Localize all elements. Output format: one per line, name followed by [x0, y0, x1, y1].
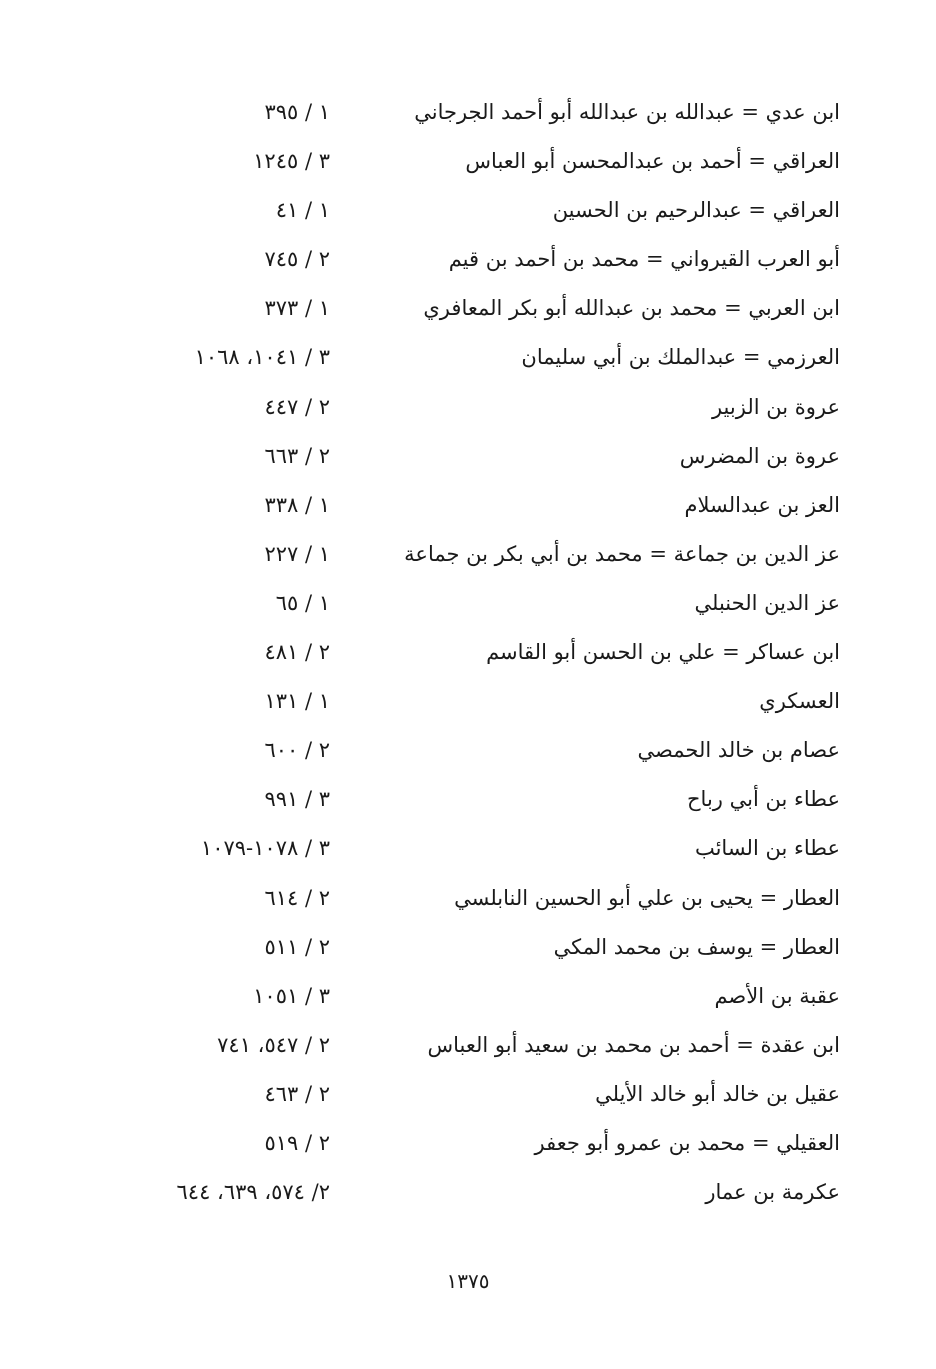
- index-entry: [100, 1074, 840, 1123]
- entry-reference: ٢ / ٥١١: [264, 934, 330, 959]
- entry-reference: ٢ / ٧٤٥: [264, 247, 330, 272]
- entry-reference: ١ / ١٣١: [264, 689, 330, 714]
- entry-name: عصام بن خالد الحمصي: [637, 738, 840, 763]
- index-entry: [100, 632, 840, 681]
- entry-reference: ٢/ ٥٧٤، ٦٣٩، ٦٤٤: [176, 1180, 330, 1205]
- index-entry: [100, 141, 840, 190]
- entry-reference: ١ / ٣٧٣: [264, 296, 330, 321]
- entry-name: العراقي = عبدالرحيم بن الحسين: [552, 198, 840, 223]
- index-entry: [100, 681, 840, 730]
- index-entry: [100, 779, 840, 828]
- entry-reference: ٢ / ٤٤٧: [264, 394, 330, 419]
- index-entry: [100, 485, 840, 534]
- entry-name: عكرمة بن عمار: [705, 1180, 840, 1205]
- entry-name: عروة بن الزبير: [711, 394, 840, 419]
- page-number: ١٣٧٥: [446, 1269, 490, 1293]
- entry-name: العسكري: [759, 689, 840, 714]
- index-entry: [100, 730, 840, 779]
- entry-reference: ٢ / ٤٨١: [264, 640, 330, 665]
- entry-name: عز الدين الحنبلي: [694, 590, 840, 615]
- entry-name: عقبة بن الأصم: [714, 983, 840, 1008]
- entry-name: عطاء بن السائب: [694, 836, 840, 861]
- index-entry: [100, 583, 840, 632]
- entry-name: أبو العرب القيرواني = محمد بن أحمد بن قيم: [448, 247, 840, 272]
- index-entry: [100, 92, 840, 141]
- index-entry: [100, 828, 840, 877]
- entry-name: عز الدين بن جماعة = محمد بن أبي بكر بن جماعة: [404, 541, 840, 566]
- entry-reference: ١ / ٣٩٥: [264, 100, 330, 124]
- entry-reference: ٢ / ٥١٩: [264, 1130, 330, 1155]
- entry-name: ابن العربي = محمد بن عبدالله أبو بكر المعافري: [423, 296, 840, 321]
- index-entry: [100, 878, 840, 927]
- index-entry: [100, 1123, 840, 1172]
- entry-reference: ٣ / ١٢٤٥: [253, 149, 330, 174]
- entry-reference: ٢ / ٥٤٧، ٧٤١: [217, 1032, 330, 1057]
- entry-reference: ١ / ٣٣٨: [264, 492, 330, 517]
- entry-reference: ٢ / ٤٦٣: [264, 1081, 330, 1106]
- entry-reference: ١ / ٤١: [275, 198, 330, 223]
- index-entry: [100, 976, 840, 1025]
- entry-name: العرزمي = عبدالملك بن أبي سليمان: [521, 345, 840, 370]
- entry-name: ابن عساكر = علي بن الحسن أبو القاسم: [486, 640, 840, 665]
- index-entry: [100, 927, 840, 976]
- entry-reference: ١ / ٦٥: [275, 590, 330, 615]
- entry-name: ابن عقدة = أحمد بن محمد بن سعيد أبو العباس: [427, 1032, 840, 1057]
- index-entry: [100, 337, 840, 386]
- index-entry: [100, 288, 840, 337]
- index-entry: [100, 190, 840, 239]
- entry-reference: ٢ / ٦٠٠: [264, 738, 330, 763]
- entry-reference: ٣ / ١٠٥١: [253, 983, 330, 1008]
- entry-reference: ٣ / ١٠٧٨-١٠٧٩: [200, 836, 330, 861]
- entry-name: العطار = يحيى بن علي أبو الحسين النابلسي: [454, 885, 840, 910]
- entry-name: ابن عدي = عبدالله بن عبدالله أبو أحمد الجرجاني: [414, 100, 840, 124]
- index-list: [100, 92, 840, 1221]
- entry-reference: ٣ / ٩٩١: [264, 787, 330, 812]
- index-entry: [100, 1172, 840, 1221]
- entry-name: العراقي = أحمد بن عبدالمحسن أبو العباس: [465, 149, 840, 174]
- entry-reference: ٢ / ٦١٤: [264, 885, 330, 910]
- entry-name: عطاء بن أبي رباح: [686, 787, 840, 812]
- entry-name: العز بن عبدالسلام: [684, 492, 840, 517]
- entry-reference: ١ / ٢٢٧: [264, 541, 330, 566]
- index-entry: [100, 239, 840, 288]
- entry-reference: ٢ / ٦٦٣: [264, 443, 330, 468]
- index-entry: [100, 1025, 840, 1074]
- entry-name: عروة بن المضرس: [679, 443, 840, 468]
- index-entry: [100, 436, 840, 485]
- index-entry: [100, 387, 840, 436]
- entry-name: العقيلي = محمد بن عمرو أبو جعفر: [534, 1130, 840, 1155]
- entry-name: عقيل بن خالد أبو خالد الأيلي: [595, 1081, 840, 1106]
- index-entry: [100, 534, 840, 583]
- entry-reference: ٣ / ١٠٤١، ١٠٦٨: [194, 345, 330, 370]
- entry-name: العطار = يوسف بن محمد المكي: [553, 934, 840, 959]
